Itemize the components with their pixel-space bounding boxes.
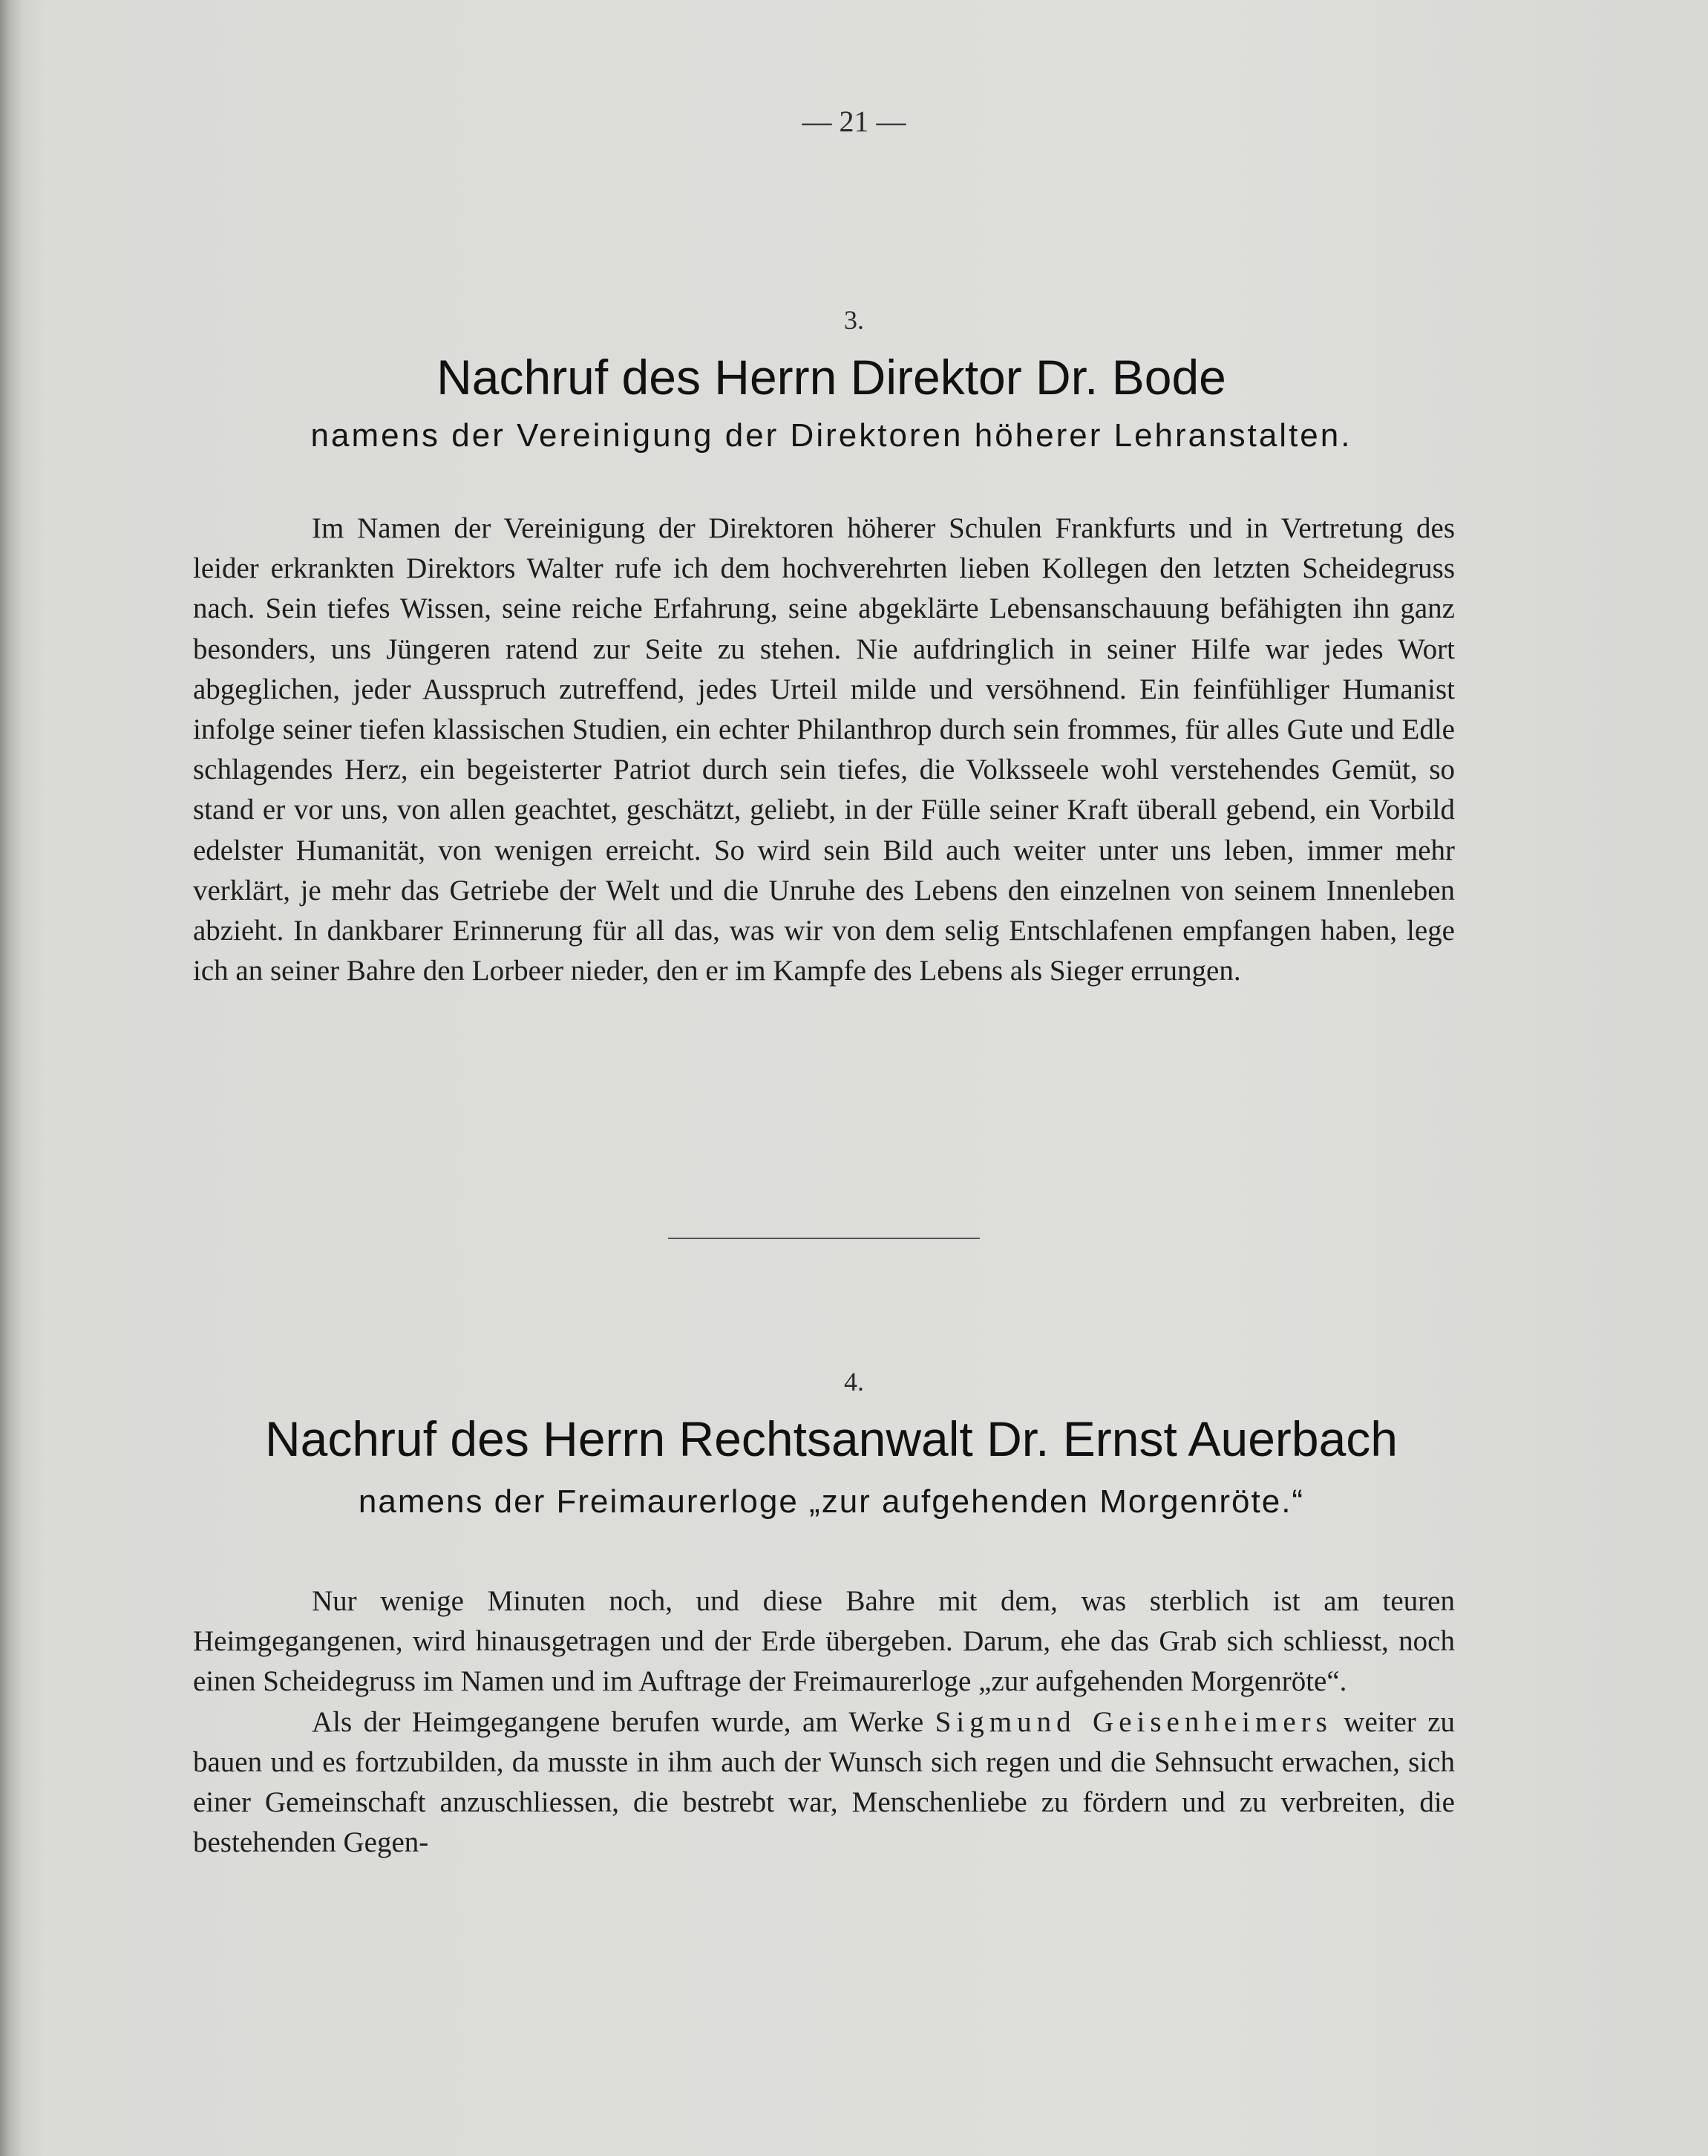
section-title: Nachruf des Herrn Direktor Dr. Bode (436, 350, 1226, 405)
section-body (193, 509, 1455, 991)
section-subtitle: namens der Freimaurerloge „zur aufgehenden Morgenröte.“ (358, 1483, 1305, 1520)
paragraph: Nur wenige Minuten noch, und diese Bahre mit dem, was sterblich ist am teuren Heimgegangenen, wird hinausgetragen und der Erde übergeben. Darum, ehe das Grab sich schliesst, noch einen Scheidegruss im Namen und im Auftrage der Freimaurerloge „zur aufgehenden Morgenröte“. (193, 1585, 1455, 1698)
page-number: — 21 — (802, 105, 906, 138)
paragraph-text: Als der Heimgegangene berufen wurde, am Werke (312, 1705, 924, 1738)
section-number: 4. (844, 1367, 864, 1396)
section-body (193, 1581, 1455, 1863)
paragraph: Im Namen der Vereinigung der Direktoren höherer Schulen Frankfurts und in Vertretung des leider erkrankten Direktors Walter rufe ich dem hochverehrten lieben Kollegen den letzten Scheidegruss nach. Sein tiefes Wissen, seine reiche Erfahrung, seine abgeklärte Lebensanschauung befähigten ihn ganz besonders, uns Jüngeren ratend zur Seite zu stehen. Nie aufdringlich in seiner Hilfe war jedes Wort abgeglichen, jeder Ausspruch zutreffend, jedes Urteil milde und versöhnend. Ein feinfühliger Humanist infolge seiner tiefen klassischen Studien, ein echter Philanthrop durch sein frommes, für alles Gute und Edle schlagendes Herz, ein begeisterter Patriot durch sein tiefes, die Volksseele wohl verstehendes Gemüt, so stand er vor uns, von allen geachtet, geschätzt, geliebt, in der Fülle seiner Kraft überall gebend, ein Vorbild edelster Humanität, von wenigen erreicht. So wird sein Bild auch weiter unter uns leben, immer mehr verklärt, je mehr das Getriebe der Welt und die Unruhe des Lebens den einzelnen von seinem Innenleben abzieht. In dankbarer Erinnerung für all das, was wir von dem selig Entschlafenen empfangen haben, lege ich an seiner Bahre den Lorbeer nieder, den er im Kampfe des Lebens als Sieger errungen. (193, 512, 1455, 987)
emphasized-name: Sigmund Geisenheimers (935, 1705, 1332, 1738)
paragraph (193, 1702, 1455, 1863)
section-divider (668, 1238, 980, 1239)
section-subtitle: namens der Vereinigung der Direktoren höherer Lehranstalten. (310, 417, 1352, 454)
paragraph-text: weiter zu bauen und es fortzubilden, da musste in ihm auch der Wunsch sich regen und die Sehnsucht erwachen, sich einer Gemeinschaft anzuschliessen, die bestrebt war, Menschenliebe zu fördern und zu verbreiten, die bestehenden Gegen- (193, 1705, 1456, 1859)
section-title: Nachruf des Herrn Rechtsanwalt Dr. Ernst Auerbach (264, 1411, 1398, 1466)
section-number: 3. (844, 305, 864, 335)
